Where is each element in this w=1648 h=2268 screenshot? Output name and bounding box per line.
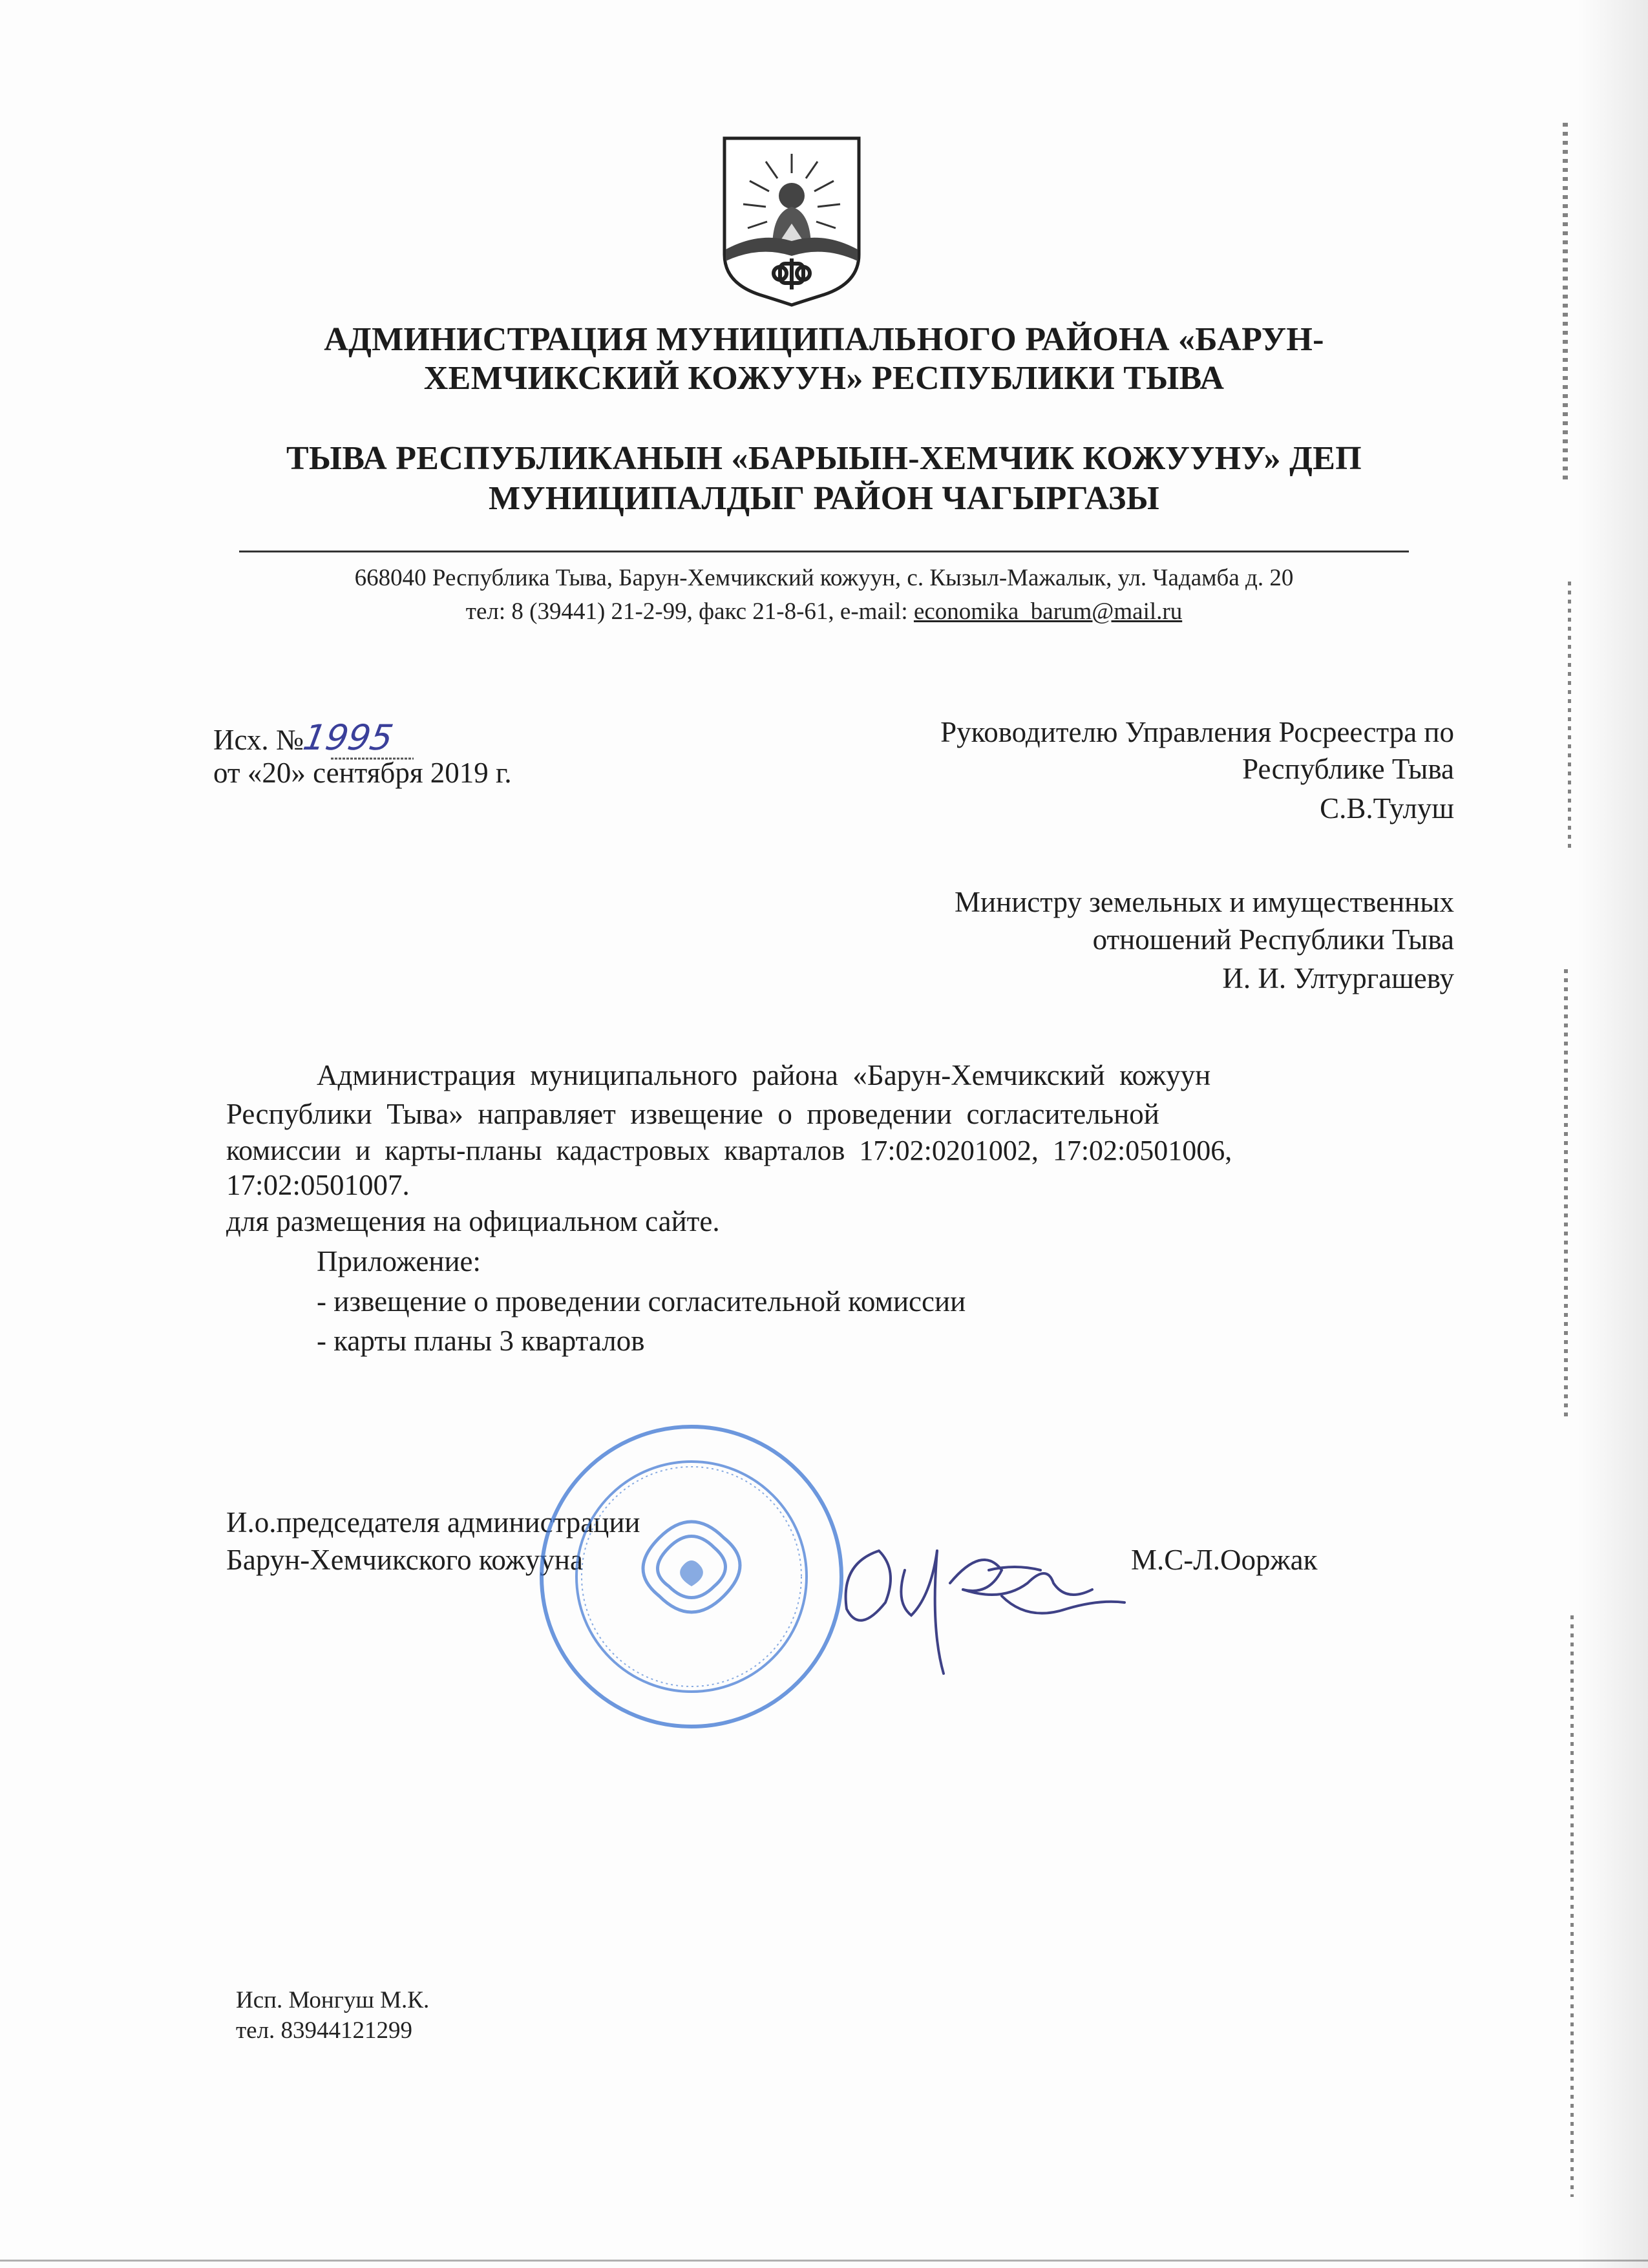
scan-streak [1563, 123, 1568, 485]
body-paragraph-line4: 17:02:0501007. [226, 1169, 410, 1201]
body-paragraph-line1: Администрация муниципального района «Барун-Хемчикский кожуун [317, 1059, 1211, 1091]
header-contacts-text: тел: 8 (39441) 21-2-99, факс 21-8-61, e-mail: [465, 598, 914, 625]
appendix-item: - карты планы 3 кварталов [317, 1325, 645, 1357]
outgoing-date: от «20» сентября 2019 г. [213, 757, 512, 789]
header-address: 668040 Республика Тыва, Барун-Хемчикский кожуун, с. Кызыл-Мажалык, ул. Чадамба д. 20 [354, 565, 1294, 591]
recipient-1-line3: С.В.Тулуш [1320, 792, 1454, 824]
outgoing-number [213, 717, 396, 759]
body-paragraph-line5: для размещения на официальном сайте. [226, 1205, 720, 1237]
body-paragraph-line2: Республики Тыва» направляет извещение о проведении согласительной [226, 1098, 1159, 1130]
executor-name: Исп. Монгуш М.К. [236, 1987, 430, 2013]
header-title-tyv-line1: ТЫВА РЕСПУБЛИКАНЫН «БАРЫЫН-ХЕМЧИК КОЖУУНУ» ДЕП [286, 440, 1362, 477]
handwritten-signature [834, 1525, 1131, 1706]
scan-bottom-edge [0, 2260, 1648, 2262]
recipient-2-line3: И. И. Ултургашеву [1222, 962, 1454, 994]
recipient-2-line2: отношений Республики Тыва [1092, 923, 1454, 956]
scan-streak [1568, 582, 1571, 853]
recipient-2-line1: Министру земельных и имущественных [955, 886, 1454, 918]
signatory-position-line1: И.о.председателя администрации [226, 1506, 640, 1538]
body-paragraph-line3: комиссии и карты-планы кадастровых кварталов 17:02:0201002, 17:02:0501006, [226, 1135, 1232, 1166]
recipient-1-line2: Республике Тыва [1242, 753, 1454, 785]
email-link[interactable]: economika_barum@mail.ru [913, 598, 1183, 625]
header-title-ru-line2: ХЕМЧИКСКИЙ КОЖУУН» РЕСПУБЛИКИ ТЫВА [423, 360, 1225, 397]
recipient-1-line1: Руководителю Управления Росреестра по [940, 716, 1454, 748]
appendix-label: Приложение: [317, 1245, 481, 1277]
scan-streak [1570, 1615, 1574, 2197]
official-seal-icon [530, 1415, 853, 1738]
header-title-tyv-line2: МУНИЦИПАЛДЫГ РАЙОН ЧАГЫРГАЗЫ [489, 480, 1159, 517]
signatory-name: М.С-Л.Ооржак [1131, 1544, 1318, 1576]
header-title-ru-line1: АДМИНИСТРАЦИЯ МУНИЦИПАЛЬНОГО РАЙОНА «БАРУН- [324, 321, 1324, 358]
signatory-position-line2: Барун-Хемчикского кожууна [226, 1544, 583, 1576]
scan-edge-shadow [1577, 0, 1648, 2268]
coat-of-arms-icon [721, 134, 863, 308]
outgoing-number-label: Исх. № [213, 724, 304, 756]
executor-phone: тел. 83944121299 [236, 2017, 413, 2044]
outgoing-number-handwritten: 1995 [300, 717, 396, 758]
header-contacts [194, 596, 1454, 628]
header-divider [239, 551, 1409, 552]
scan-streak [1564, 969, 1568, 1422]
appendix-item: - извещение о проведении согласительной комиссии [317, 1285, 966, 1318]
